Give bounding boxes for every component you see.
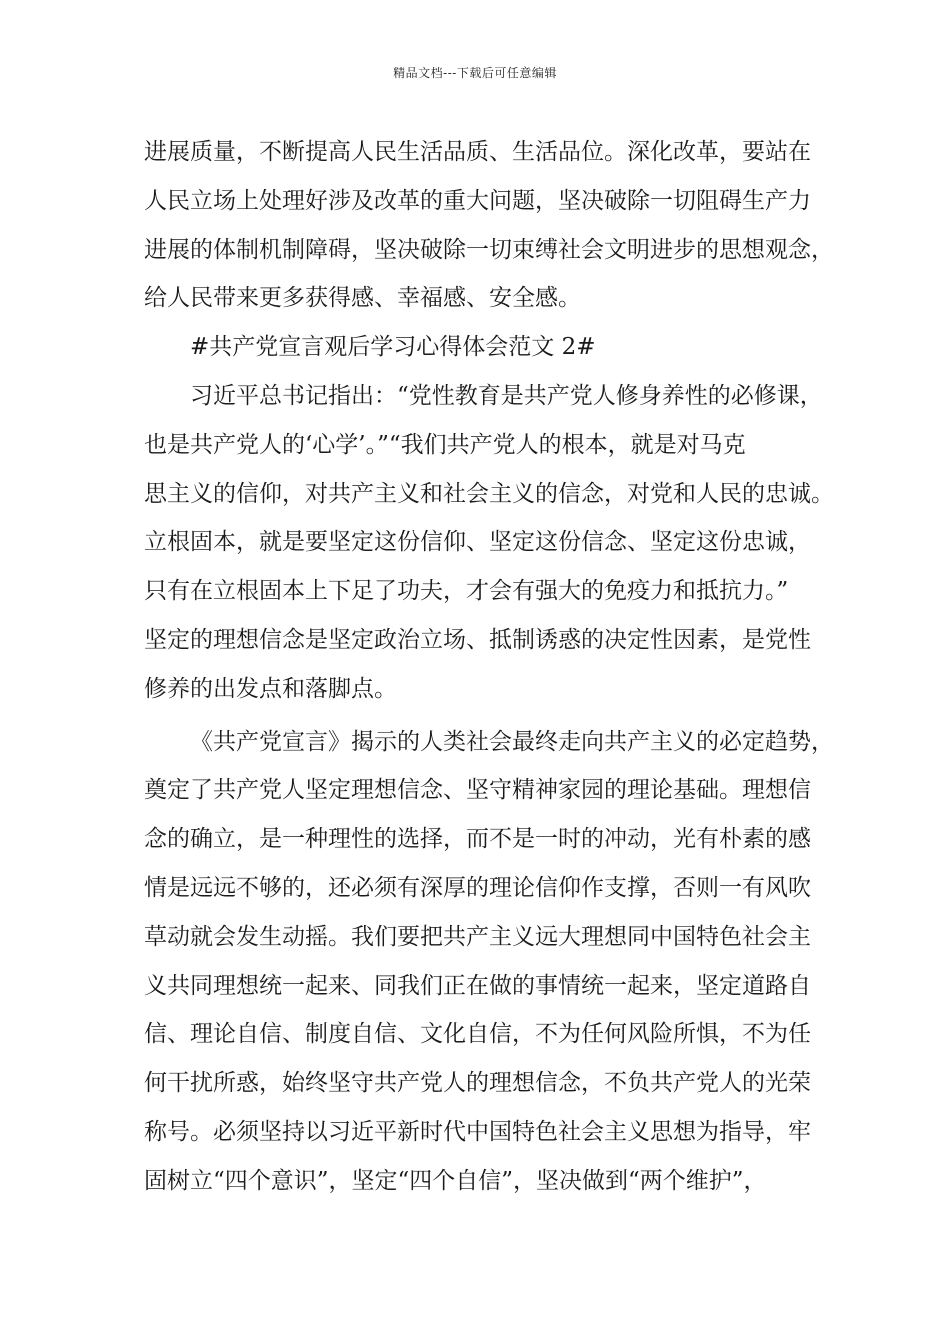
text-line: 习近平总书记指出：“党性教育是共产党人修身养性的必修课， — [190, 382, 823, 409]
text-line: 进展质量，不断提高人民生活品质、生活品位。深化改革，要站在 — [144, 139, 811, 165]
text-line: 信、理论自信、制度自信、文化自信，不为任何风险所惧，不为任 — [144, 1021, 811, 1048]
paragraph — [144, 372, 834, 714]
text-line: 称号。必须坚持以习近平新时代中国特色社会主义思想为指导，牢 — [144, 1118, 811, 1145]
text-line: 念的确立，是一种理性的选择，而不是一时的冲动，光有朴素的感 — [144, 826, 811, 853]
text-line: 立根固本，就是要坚定这份信仰、坚定这份信念、坚定这份忠诚， — [144, 529, 811, 556]
text-line: 修养的出发点和落脚点。 — [144, 675, 397, 702]
text-line: 义共同理想统一起来、同我们正在做的事情统一起来，坚定道路自 — [144, 972, 811, 999]
text-line: 坚定的理想信念是坚定政治立场、抵制诱惑的决定性因素，是党性 — [144, 626, 811, 653]
section-heading — [144, 323, 824, 372]
text-line: 只有在立根固本上下足了功夫，才会有强大的免疫力和抵抗力。” — [144, 578, 789, 605]
text-line: 思主义的信仰，对共产主义和社会主义的信念，对党和人民的忠诚。 — [144, 480, 834, 507]
text-line: 进展的体制机制障碍，坚决破除一切束缚社会文明进步的思想观念， — [144, 236, 834, 263]
text-line: 情是远远不够的，还必须有深厚的理论信仰作支撑，否则一有风吹 — [144, 874, 811, 901]
document-body — [144, 128, 834, 1206]
text-line: 给人民带来更多获得感、幸福感、安全感。 — [144, 285, 581, 312]
text-line: 何干扰所惑，始终坚守共产党人的理想信念，不负共产党人的光荣 — [144, 1070, 811, 1097]
text-line: 草动就会发生动摇。我们要把共产主义远大理想同中国特色社会主 — [144, 923, 811, 950]
page-header: 精品文档---下载后可任意编辑 — [393, 66, 557, 80]
text-line: #共产党宣言观后学习心得体会范文 2# — [190, 334, 596, 361]
paragraph — [144, 128, 834, 323]
text-line: 也是共产党人的‘心学’。”“我们共产党人的根本，就是对马克 — [144, 431, 746, 458]
text-line: 奠定了共产党人坚定理想信念、坚守精神家园的理论基础。理想信 — [144, 777, 811, 804]
text-line: 《共产党宣言》揭示的人类社会最终走向共产主义的必定趋势， — [190, 728, 834, 755]
paragraph — [144, 718, 834, 1206]
text-line: 人民立场上处理好涉及改革的重大问题，坚决破除一切阻碍生产力 — [144, 187, 811, 214]
text-line: 固树立“四个意识”，坚定“四个自信”，坚决做到“两个维护”， — [144, 1167, 767, 1194]
